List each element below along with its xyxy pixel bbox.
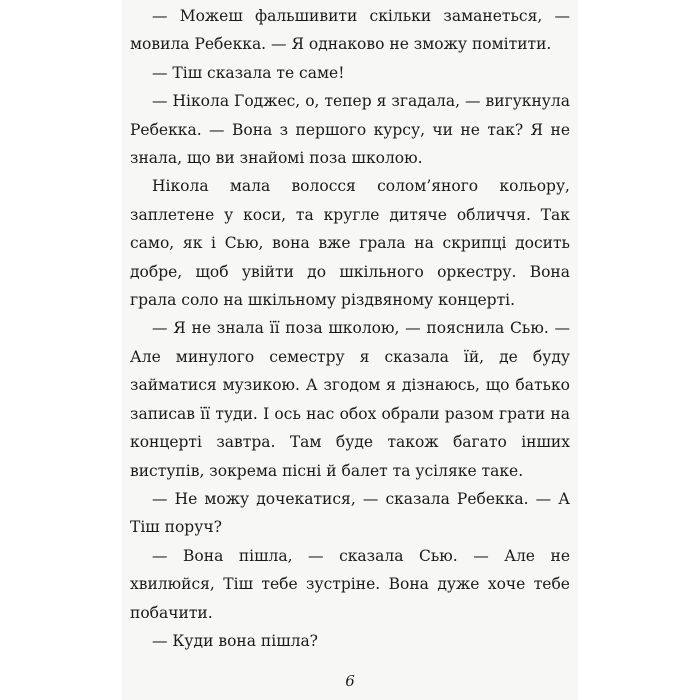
paragraph: — Нікола Годжес, о, тепер я згадала, — вигукнула Ребекка. — Вона з першого курсу, чи не так? Я не знала, що ви знайомі поза школою. bbox=[130, 92, 570, 168]
paragraph: — Вона пішла, — сказала Сью. — Але не хвилюйся, Тіш тебе зустріне. Вона дуже хоче тебе побачити. bbox=[130, 546, 570, 622]
book-page bbox=[122, 0, 578, 700]
page-body-text bbox=[130, 2, 570, 655]
paragraph: — Можеш фальшивити скільки заманеться, — мовила Ребекка. — Я однаково не зможу помітити. bbox=[130, 7, 570, 54]
page-number: 6 bbox=[345, 672, 355, 690]
paragraph: — Я не знала її поза школою, — пояснила Сью. — Але минулого семестру я сказала їй, де буду займатися музикою. А згодом я дізнаюсь, що батько записав її туди. І ось нас обох обрали разом грати на концерті завтра. Там буде також багато інших виступів, зокрема пісні й балет та усіляке таке. bbox=[130, 319, 570, 480]
paragraph: — Куди вона пішла? bbox=[152, 631, 318, 650]
paragraph: — Тіш сказала те саме! bbox=[152, 63, 345, 82]
paragraph: Нікола мала волосся солом’яного кольору, заплетене у коси, та кругле дитяче обличчя. Так само, як і Сью, вона вже грала на скрипці досить добре, щоб увійти до шкільного оркестру. Вона грала соло на шкільному різдвяному концерті. bbox=[130, 177, 570, 310]
paragraph: — Не можу дочекатися, — сказала Ребекка. — А Тіш поруч? bbox=[130, 489, 570, 537]
